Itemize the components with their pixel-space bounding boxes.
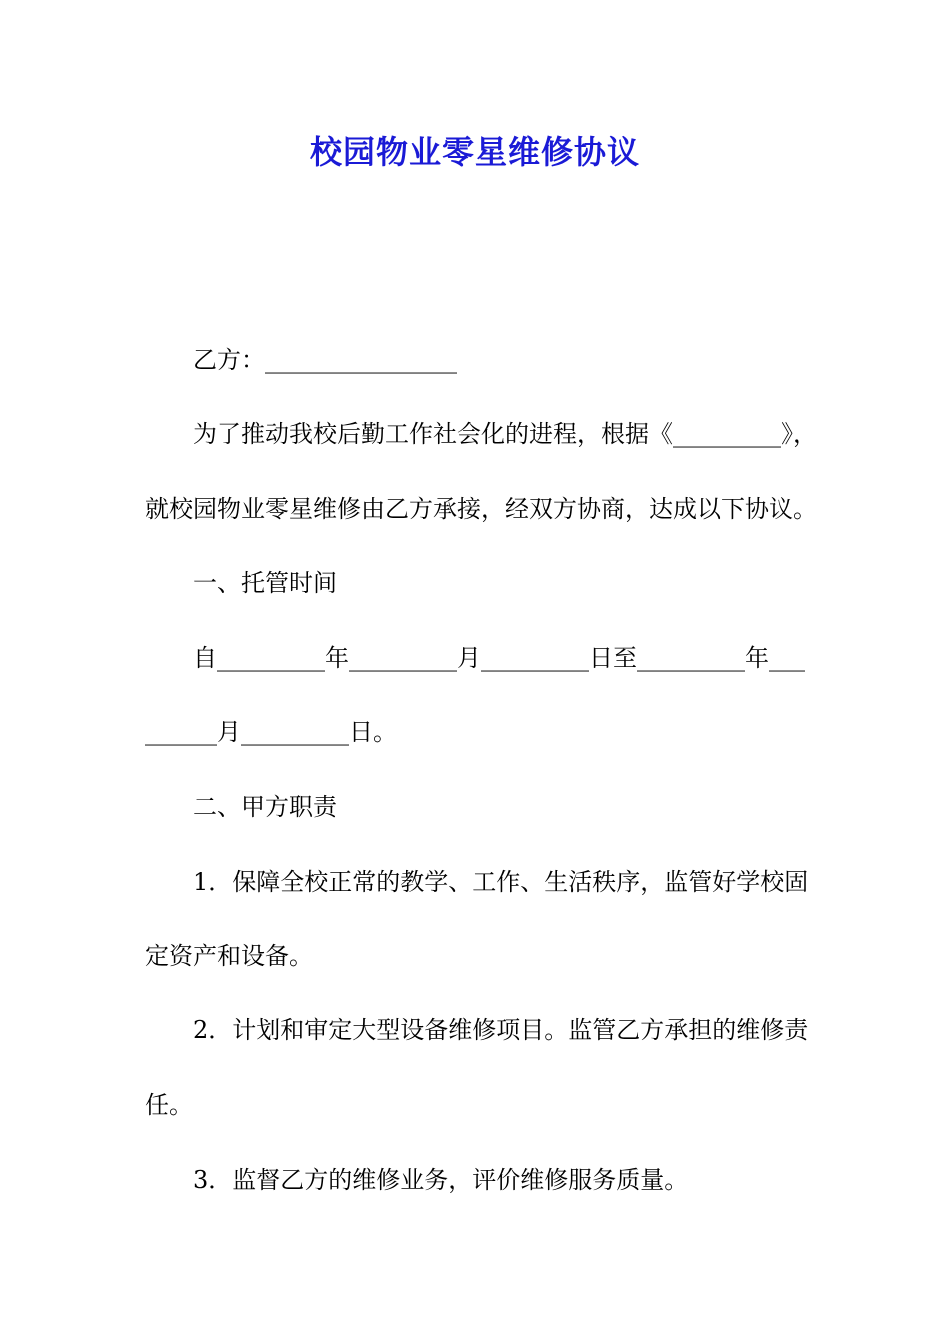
duty-1-line-1: 1．保障全校正常的教学、工作、生活秩序，监管好学校固 bbox=[193, 868, 809, 896]
paragraph-intro-line-2: 就校园物业零星维修由乙方承接，经双方协商，达成以下协议。 bbox=[145, 495, 817, 523]
duty-2-line-2: 任。 bbox=[145, 1091, 193, 1119]
duty-2-line-1: 2．计划和审定大型设备维修项目。监管乙方承担的维修责 bbox=[193, 1016, 809, 1044]
term-dates-line-1: 自_________年_________月_________日至_________年___ bbox=[193, 644, 805, 672]
document-title: 校园物业零星维修协议 bbox=[309, 133, 640, 171]
duty-1-line-2: 定资产和设备。 bbox=[145, 942, 313, 970]
party-b-line: 乙方：________________ bbox=[193, 346, 457, 374]
section-heading-party-a-duties: 二、甲方职责 bbox=[193, 793, 337, 821]
duty-3-line-1: 3．监督乙方的维修业务，评价维修服务质量。 bbox=[193, 1166, 689, 1194]
term-dates-line-2: ______月_________日。 bbox=[145, 718, 397, 746]
section-heading-term: 一、托管时间 bbox=[193, 569, 337, 597]
paragraph-intro-line-1: 为了推动我校后勤工作社会化的进程，根据《_________》， bbox=[193, 420, 817, 448]
